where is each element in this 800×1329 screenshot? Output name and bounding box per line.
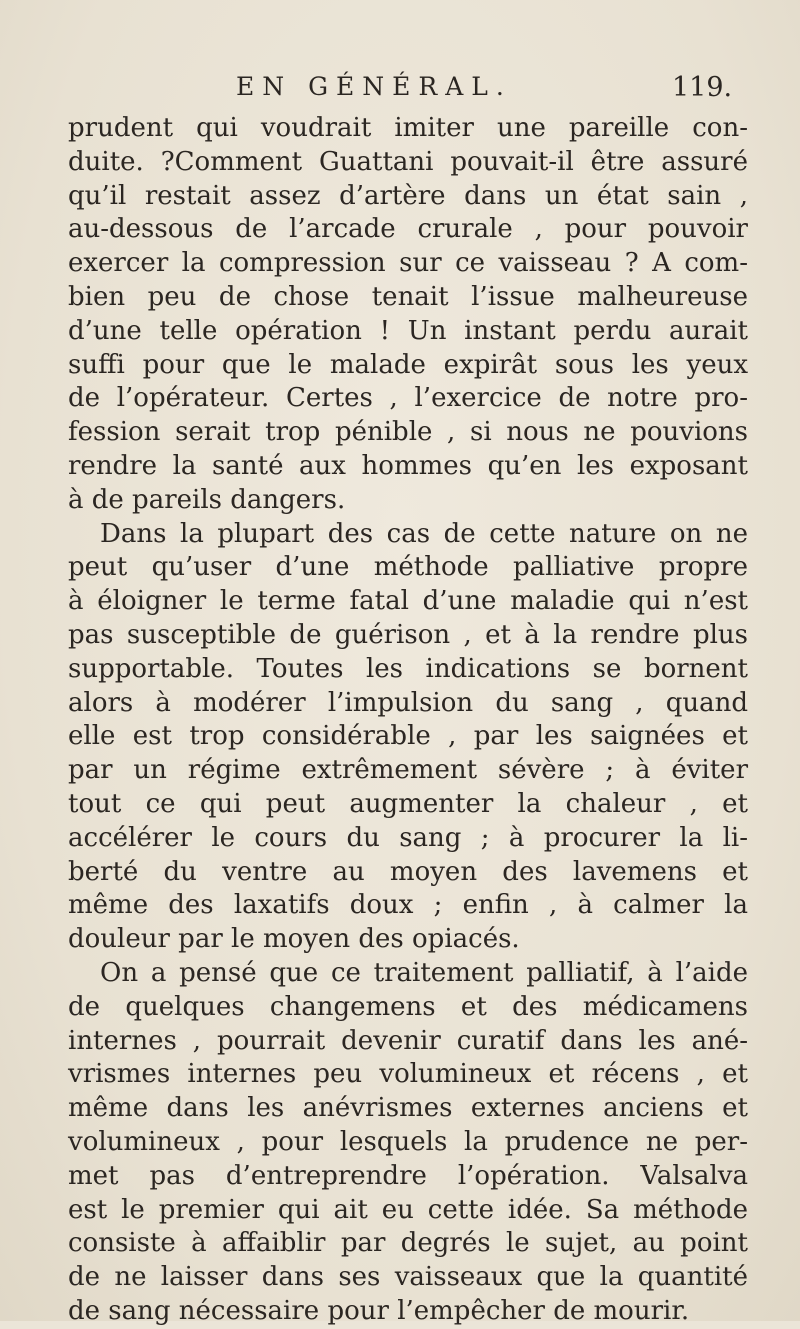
text-line: de quelques changemens et des médicamens [68, 991, 748, 1022]
text-line: peut qu’user d’une méthode palliative propre [68, 552, 748, 583]
text-line: met pas d’entreprendre l’opération. Valsalva [68, 1160, 748, 1191]
page-header [0, 72, 800, 112]
text-line: à éloigner le terme fatal d’une maladie qui n’est [68, 586, 748, 617]
text-line: rendre la santé aux hommes qu’en les exposant [68, 450, 748, 481]
text-line: prudent qui voudrait imiter une pareille con- [68, 113, 748, 143]
text-line: Dans la plupart des cas de cette nature on ne [100, 518, 748, 549]
text-line: volumineux , pour lesquels la prudence ne per- [68, 1126, 748, 1157]
text-line: même dans les anévrismes externes anciens et [68, 1093, 748, 1124]
text-line: tout ce qui peut augmenter la chaleur , et [68, 788, 748, 819]
text-line: alors à modérer l’impulsion du sang , quand [68, 687, 748, 718]
text-line: consiste à affaiblir par degrés le sujet, au point [68, 1228, 748, 1259]
body-text [68, 112, 748, 1329]
text-line: qu’il restait assez d’artère dans un état sain , [68, 180, 748, 211]
text-line: par un régime extrêmement sévère ; à éviter [68, 755, 748, 786]
text-line: douleur par le moyen des opiacés. [68, 924, 520, 955]
text-line: bien peu de chose tenait l’issue malheureuse [68, 281, 748, 312]
text-line: d’une telle opération ! Un instant perdu aurait [68, 315, 748, 346]
text-line: est le premier qui ait eu cette idée. Sa méthode [68, 1194, 748, 1225]
text-line: au-dessous de l’arcade crurale , pour pouvoir [68, 214, 748, 245]
text-line: On a pensé que ce traitement palliatif, à l’aide [100, 957, 748, 988]
text-line: vrismes internes peu volumineux et récens , et [68, 1059, 748, 1090]
text-line: de sang nécessaire pour l’empêcher de mourir. [68, 1295, 690, 1326]
page-number: 119. [672, 72, 733, 103]
text-line: de l’opérateur. Certes , l’exercice de notre pro- [68, 383, 748, 414]
running-head: EN GÉNÉRAL. [236, 72, 512, 101]
text-line: suffi pour que le malade expirât sous les yeux [68, 349, 748, 380]
text-line: accélérer le cours du sang ; à procurer la li- [68, 822, 748, 853]
text-line: fession serait trop pénible , si nous ne pouvions [68, 417, 748, 448]
text-line: pas susceptible de guérison , et à la rendre plus [68, 619, 748, 650]
text-line: elle est trop considérable , par les saignées et [68, 721, 748, 752]
text-line: de ne laisser dans ses vaisseaux que la quantité [68, 1262, 748, 1293]
text-line: à de pareils dangers. [68, 484, 346, 515]
text-line: même des laxatifs doux ; enfin , à calmer la [68, 890, 748, 921]
text-line: exercer la compression sur ce vaisseau ? A com- [68, 248, 748, 279]
text-line: berté du ventre au moyen des lavemens et [68, 856, 748, 887]
text-line: internes , pourrait devenir curatif dans les ané- [68, 1025, 748, 1056]
text-line: duite. ?Comment Guattani pouvait-il être assuré [68, 146, 748, 177]
text-line: supportable. Toutes les indications se bornent [68, 653, 748, 684]
